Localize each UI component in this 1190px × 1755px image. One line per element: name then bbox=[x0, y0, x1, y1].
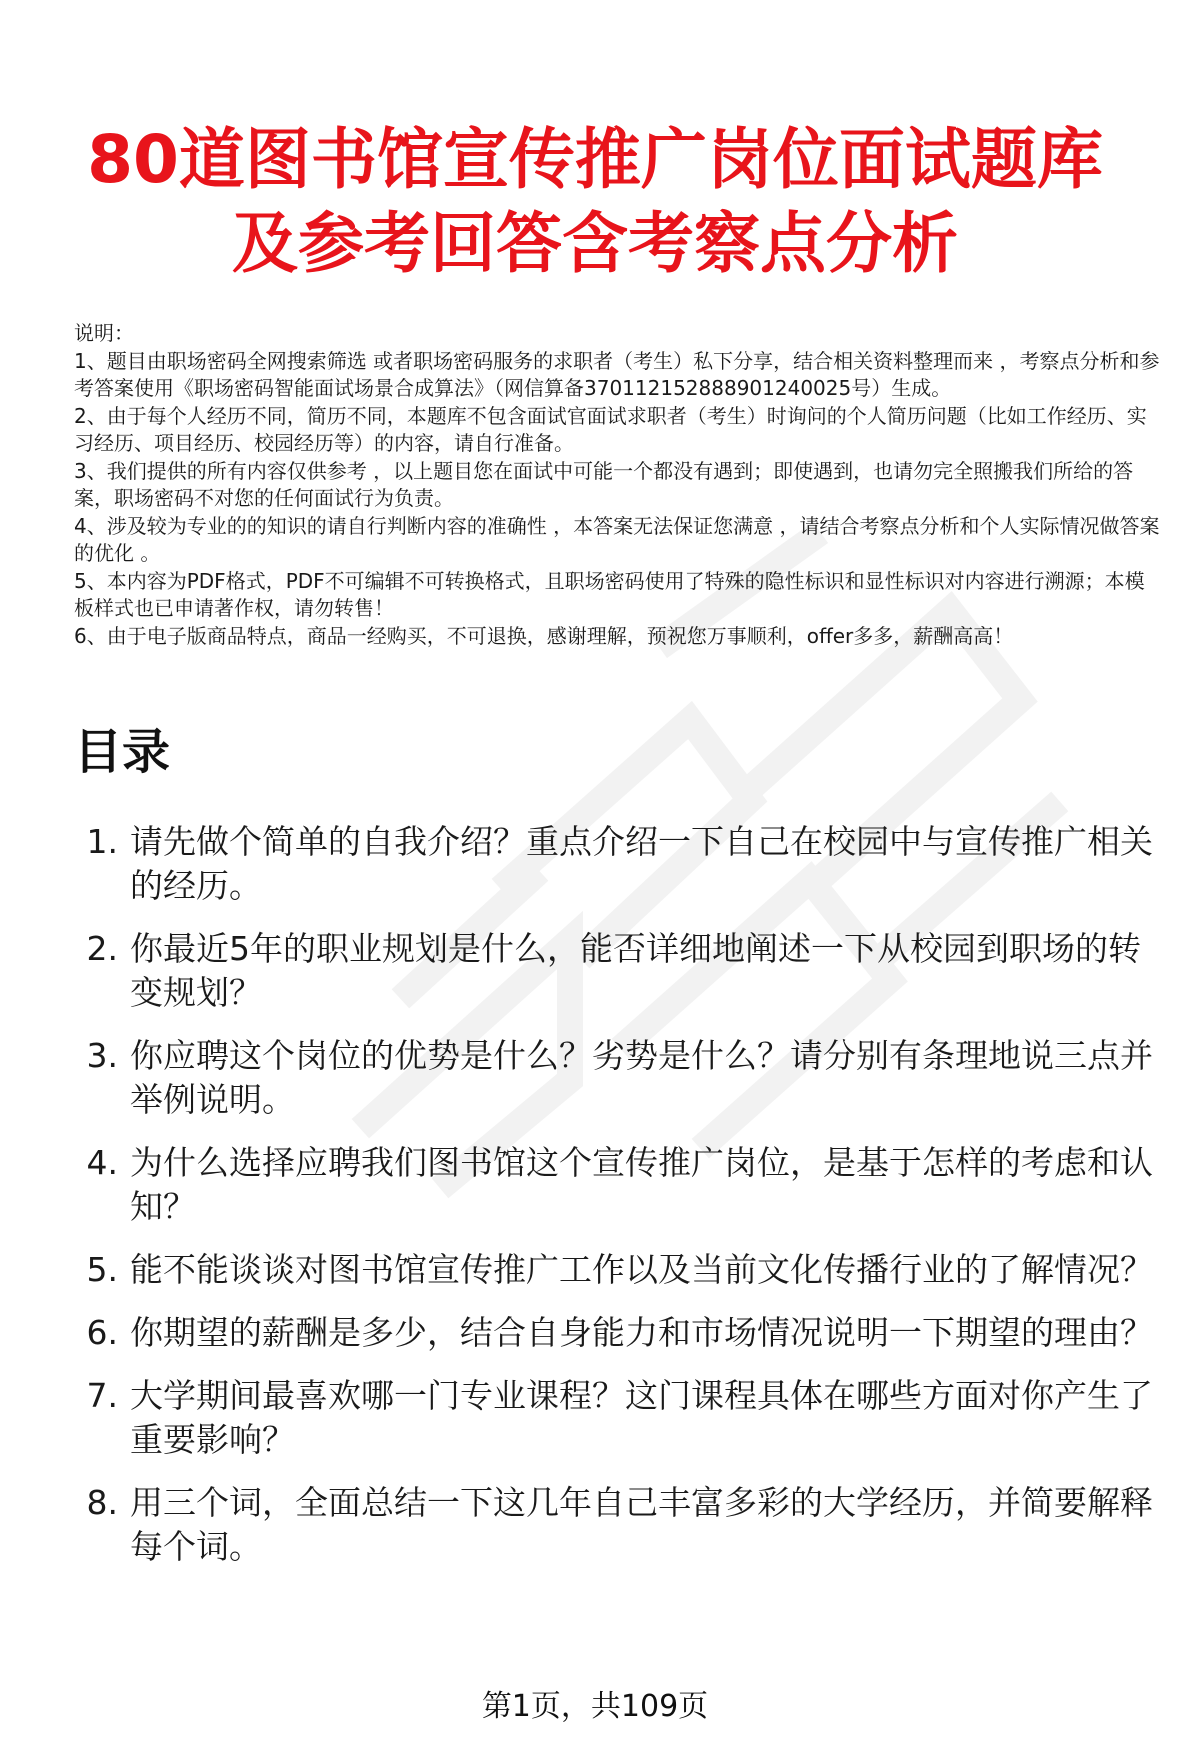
toc-item[interactable] bbox=[74, 1481, 1164, 1569]
notes-heading: 说明： bbox=[74, 321, 134, 345]
toc-list bbox=[74, 820, 1164, 1588]
toc-item-text: 大学期间最喜欢哪一门专业课程？这门课程具体在哪些方面对你产生了重要影响？ bbox=[130, 1376, 1153, 1459]
toc-item-text: 你期望的薪酬是多少，结合自身能力和市场情况说明一下期望的理由？ bbox=[130, 1313, 1153, 1352]
notes-item-2: 2、由于每个人经历不同，简历不同，本题库不包含面试官面试求职者（考生）时询问的个人简历问题（比如工作经历、实习经历、项目经历、校园经历等）的内容，请自行准备。 bbox=[74, 403, 1147, 455]
toc-item[interactable] bbox=[74, 1141, 1164, 1229]
notes-item-5: 5、本内容为PDF格式，PDF不可编辑不可转换格式，且职场密码使用了特殊的隐性标识和显性标识对内容进行溯源；本模板样式也已申请著作权，请勿转售！ bbox=[74, 568, 1145, 620]
toc-item-text: 用三个词，全面总结一下这几年自己丰富多彩的大学经历，并简要解释每个词。 bbox=[130, 1483, 1153, 1566]
toc-item[interactable] bbox=[74, 1248, 1164, 1292]
toc-item-text: 你应聘这个岗位的优势是什么？劣势是什么？请分别有条理地说三点并举例说明。 bbox=[130, 1036, 1153, 1119]
toc-item-text: 请先做个简单的自我介绍？重点介绍一下自己在校园中与宣传推广相关的经历。 bbox=[130, 822, 1153, 905]
toc-item-number: 8. bbox=[86, 1483, 118, 1522]
toc-item[interactable] bbox=[74, 820, 1164, 908]
toc-item-number: 3. bbox=[86, 1036, 118, 1075]
toc-heading: 目录 bbox=[74, 724, 171, 780]
notes-section bbox=[74, 320, 1164, 650]
notes-item-4: 4、涉及较为专业的的知识的请自行判断内容的准确性 ，本答案无法保证您满意 ，请结合考察点分析和个人实际情况做答案的优化 。 bbox=[74, 513, 1160, 565]
toc-item-number: 1. bbox=[86, 822, 118, 861]
document-title bbox=[0, 118, 1190, 286]
page-number: 第1页，共109页 bbox=[481, 1689, 709, 1724]
title-line-1: 80道图书馆宣传推广岗位面试题库 bbox=[87, 121, 1103, 198]
title-line-2: 及参考回答含考察点分析 bbox=[232, 205, 958, 282]
toc-item-number: 4. bbox=[86, 1143, 118, 1182]
notes-item-1: 1、题目由职场密码全网搜索筛选 或者职场密码服务的求职者（考生）私下分享，结合相关资料整理而来 ，考察点分析和参考答案使用《职场密码智能面试场景合成算法》（网信算备370112152888901240025号）生成。 bbox=[74, 348, 1160, 400]
toc-item[interactable] bbox=[74, 927, 1164, 1015]
toc-item-text: 你最近5年的职业规划是什么，能否详细地阐述一下从校园到职场的转变规划？ bbox=[130, 929, 1141, 1012]
toc-item-text: 为什么选择应聘我们图书馆这个宣传推广岗位，是基于怎样的考虑和认知？ bbox=[130, 1143, 1153, 1226]
notes-item-6: 6、由于电子版商品特点，商品一经购买，不可退换，感谢理解，预祝您万事顺利，offer多多，薪酬高高！ bbox=[74, 623, 1014, 648]
toc-item[interactable] bbox=[74, 1034, 1164, 1122]
toc-item-number: 5. bbox=[86, 1250, 118, 1289]
notes-item-3: 3、我们提供的所有内容仅供参考 ，以上题目您在面试中可能一个都没有遇到；即使遇到，也请勿完全照搬我们所给的答案，职场密码不对您的任何面试行为负责。 bbox=[74, 458, 1134, 510]
toc-item[interactable] bbox=[74, 1374, 1164, 1462]
toc-item[interactable] bbox=[74, 1311, 1164, 1355]
toc-item-number: 2. bbox=[86, 929, 118, 968]
toc-item-text: 能不能谈谈对图书馆宣传推广工作以及当前文化传播行业的了解情况？ bbox=[130, 1250, 1153, 1289]
toc-item-number: 7. bbox=[86, 1376, 118, 1415]
toc-item-number: 6. bbox=[86, 1313, 118, 1352]
